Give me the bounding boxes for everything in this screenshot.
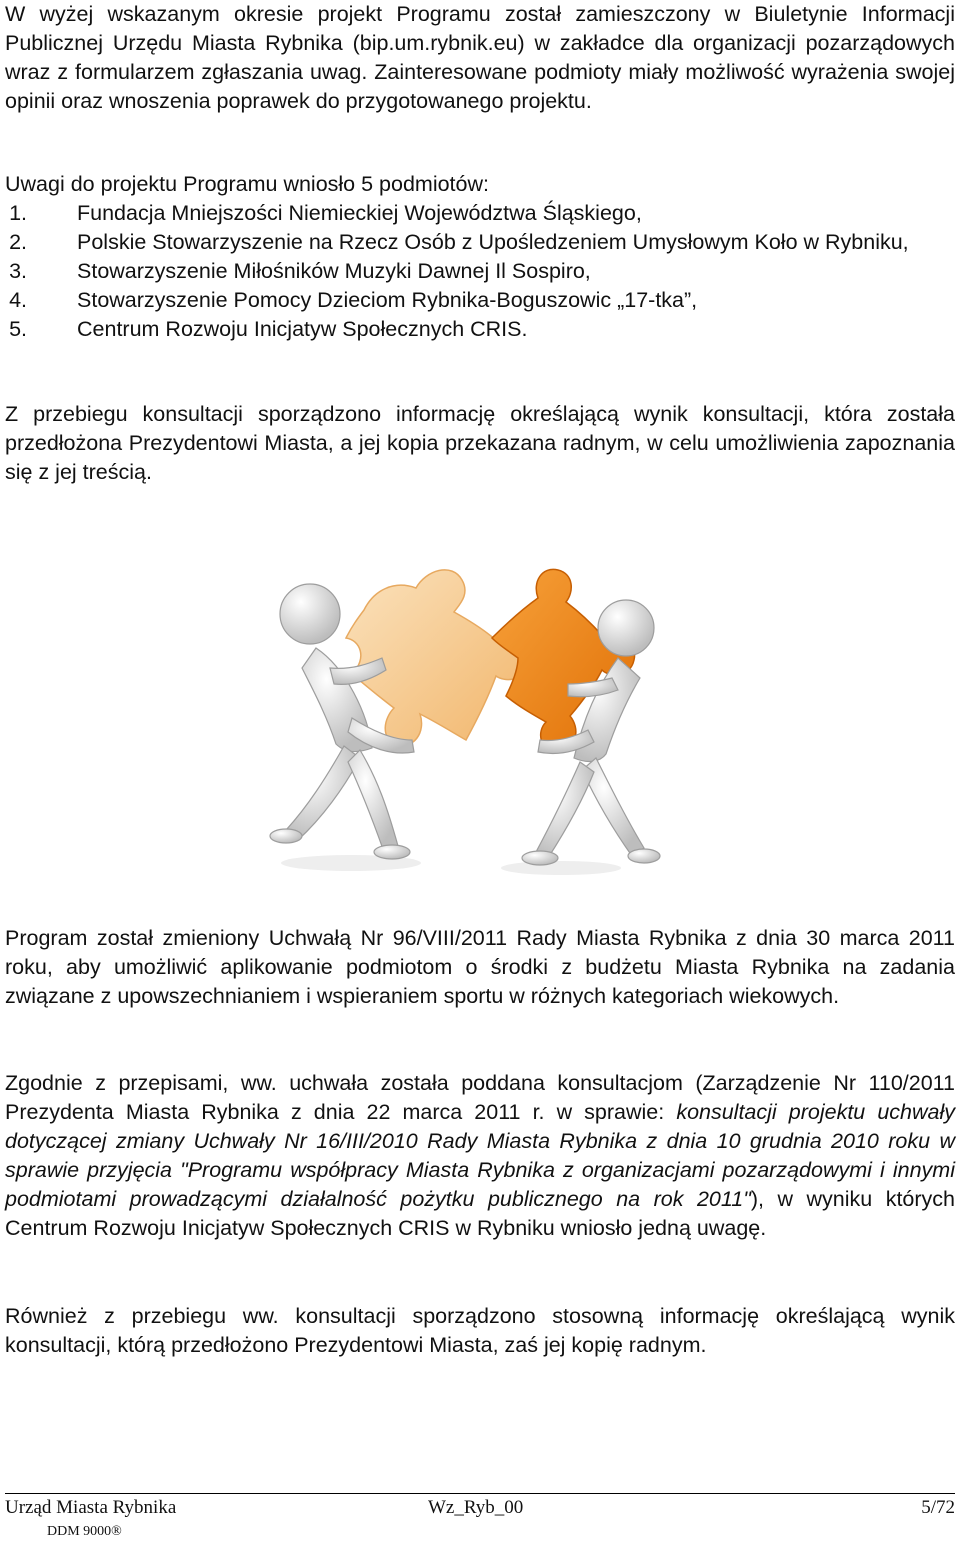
list-item-number: 4. [9,288,27,312]
list-heading: Uwagi do projektu Programu wniosło 5 podmiotów: [5,172,489,196]
also-paragraph: Również z przebiegu ww. konsultacji sporządzono stosowną informację określającą wynik konsultacji, którą przedłożono Prezydentowi Miasta, zaś jej kopię radnym. [5,1304,955,1357]
entities-list [5,199,955,344]
footer-document-code: Wz_Ryb_00 [428,1497,524,1518]
list-item [5,199,955,228]
list-item-number: 5. [9,317,27,341]
list-item-number: 2. [9,230,27,254]
puzzle-illustration [256,518,676,880]
left-figure-leg-front [348,750,398,852]
consultation-italic-title: konsultacji projektu uchwały dotyczącej zmiany Uchwały Nr 16/III/2010 Rady Miasta Rybnika z dnia 10 grudnia 2010 roku w sprawie przyjęcia "Programu współpracy Miasta Rybnika z organizacjami pozarządowymi i innymi podmiotami prowadzącymi działalność pożytku publicznego na rok 2011" [5,1100,955,1211]
left-figure-leg-back [286,746,360,840]
summary-paragraph: Z przebiegu konsultacji sporządzono informację określającą wynik konsultacji, która została przedłożona Prezydentowi Miasta, a jej kopia przekazana radnym, w celu umożliwienia zapoznania się z jej treścią. [5,402,955,484]
right-figure-foot [628,849,660,863]
left-figure-foot [270,829,302,843]
right-figure-foot [522,851,558,865]
list-item-text: Polskie Stowarzyszenie na Rzecz Osób z Upośledzeniem Umysłowym Koło w Rybniku, [77,230,909,254]
list-item-text: Fundacja Mniejszości Niemieckiej Województwa Śląskiego, [77,201,642,225]
footer-ddm-mark: DDM 9000® [47,1524,122,1539]
left-figure-head [280,584,340,644]
footer-page-number: 5/72 [921,1497,955,1518]
list-item-number: 1. [9,201,27,225]
list-item [5,228,955,257]
right-figure-head [598,600,654,656]
list-item-text: Stowarzyszenie Miłośników Muzyki Dawnej Il Sospiro, [77,259,591,283]
footer-divider [5,1493,955,1494]
amendment-paragraph: Program został zmieniony Uchwałą Nr 96/VIII/2011 Rady Miasta Rybnika z dnia 30 marca 2011 roku, aby umożliwić aplikowanie podmiotom o środki z budżetu Miasta Rybnika na zadania związane z upowszechnianiem i wspieraniem sportu w różnych kategoriach wiekowych. [5,926,955,1008]
consultation-paragraph [5,1069,955,1243]
consultation-text-before: Zgodnie z przepisami, ww. uchwała została poddana konsultacjom (Zarządzenie Nr 110/2011 Prezydenta Miasta Rybnika z dnia 22 marca 2011 r. w sprawie: [5,1071,955,1124]
light-puzzle-piece [346,570,529,745]
right-figure-leg-front [536,762,594,858]
footer-organization: Urząd Miasta Rybnika [5,1497,177,1518]
intro-paragraph: W wyżej wskazanym okresie projekt Programu został zamieszczony w Biuletynie Informacji Publicznej Urzędu Miasta Rybnika (bip.um.rybnik.eu) w zakładce dla organizacji pozarządowych wraz z formularzem zgłaszania uwag. Zainteresowane podmioty miały możliwość wyrażenia swojej opinii oraz wnoszenia poprawek do przygotowanego projektu. [5,2,955,113]
list-item-text: Centrum Rozwoju Inicjatyw Społecznych CRIS. [77,317,528,341]
list-item [5,257,955,286]
list-item-number: 3. [9,259,27,283]
list-item [5,286,955,315]
left-figure-foot [374,845,410,859]
list-item [5,315,955,344]
list-item-text: Stowarzyszenie Pomocy Dzieciom Rybnika-Boguszowic „17-tka”, [77,288,698,312]
ground-shadow-right [501,861,621,875]
consultation-text-after: ), w wyniku których Centrum Rozwoju Inicjatyw Społecznych CRIS w Rybniku wniosło jedną uwagę. [5,1187,955,1240]
